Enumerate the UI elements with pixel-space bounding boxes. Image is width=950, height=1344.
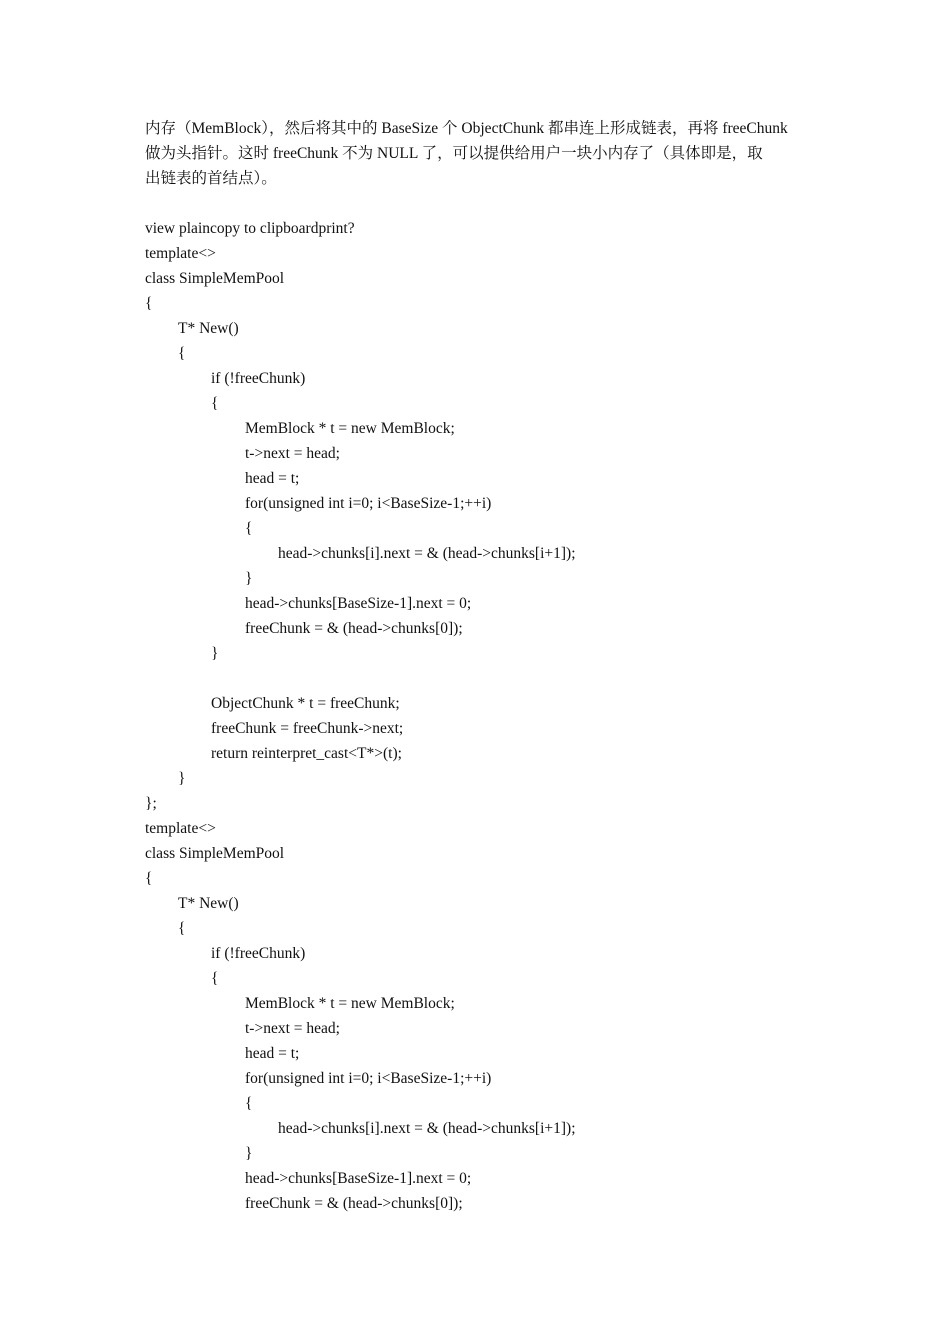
code-line: class SimpleMemPool (145, 270, 285, 287)
code-line: class SimpleMemPool (145, 845, 285, 862)
code-line: head->chunks[BaseSize-1].next = 0; (245, 1170, 472, 1187)
intro-line: 做为头指针。这时 freeChunk 不为 NULL 了，可以提供给用户一块小内存了（具体即是，取 (145, 145, 763, 162)
code-line: { (178, 920, 186, 937)
code-line: { (178, 345, 186, 362)
code-line: for(unsigned int i=0; i<BaseSize-1;++i) (245, 1070, 492, 1087)
code-listing (145, 216, 810, 1216)
code-line: template<> (145, 245, 216, 262)
code-line: { (245, 1095, 253, 1112)
code-line: T* New() (178, 320, 239, 337)
code-line: head = t; (245, 470, 300, 487)
code-line: } (245, 1145, 253, 1162)
code-line (145, 666, 810, 691)
code-line: return reinterpret_cast<T*>(t); (211, 745, 402, 762)
code-line: } (178, 770, 186, 787)
code-line: t->next = head; (245, 1020, 340, 1037)
code-line: head->chunks[BaseSize-1].next = 0; (245, 595, 472, 612)
intro-paragraph (145, 116, 810, 191)
intro-line: 内存（MemBlock），然后将其中的 BaseSize 个 ObjectChunk 都串连上形成链表，再将 freeChunk (145, 120, 788, 137)
code-line: if (!freeChunk) (211, 370, 306, 387)
code-line: template<> (145, 820, 216, 837)
code-line: freeChunk = & (head->chunks[0]); (245, 620, 463, 637)
code-line: { (211, 970, 219, 987)
code-line: view plaincopy to clipboardprint? (145, 220, 355, 237)
code-line: MemBlock * t = new MemBlock; (245, 420, 455, 437)
code-line: head = t; (245, 1045, 300, 1062)
code-line: if (!freeChunk) (211, 945, 306, 962)
code-line: freeChunk = & (head->chunks[0]); (245, 1195, 463, 1212)
code-line: ObjectChunk * t = freeChunk; (211, 695, 400, 712)
code-line: head->chunks[i].next = & (head->chunks[i+1]); (278, 545, 576, 562)
code-line: for(unsigned int i=0; i<BaseSize-1;++i) (245, 495, 492, 512)
intro-line: 出链表的首结点）。 (145, 170, 277, 187)
code-line: head->chunks[i].next = & (head->chunks[i+1]); (278, 1120, 576, 1137)
code-line: MemBlock * t = new MemBlock; (245, 995, 455, 1012)
code-line: }; (145, 795, 157, 812)
code-line: freeChunk = freeChunk->next; (211, 720, 404, 737)
code-line: T* New() (178, 895, 239, 912)
document-page (145, 116, 810, 1216)
code-line: t->next = head; (245, 445, 340, 462)
code-line: } (211, 645, 219, 662)
code-line: { (145, 870, 153, 887)
code-line: { (245, 520, 253, 537)
code-line: } (245, 570, 253, 587)
code-line: { (145, 295, 153, 312)
code-line: { (211, 395, 219, 412)
